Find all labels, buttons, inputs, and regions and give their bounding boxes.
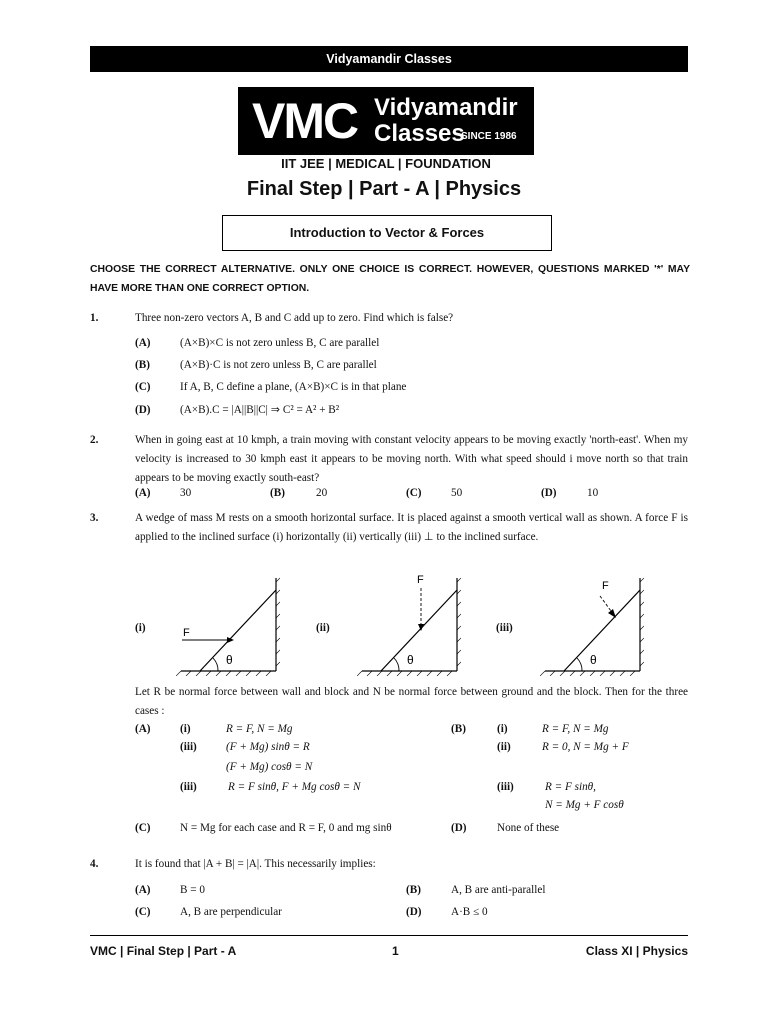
option-text: None of these <box>497 822 560 834</box>
force-label: F <box>183 627 190 639</box>
option-text: 30 <box>180 487 192 499</box>
option-text: R = F, N = Mg <box>542 723 609 735</box>
option-text: 20 <box>316 487 328 499</box>
option-text: (A×B)×C is not zero unless B, C are parallel <box>180 337 380 349</box>
footer-left: VMC | Final Step | Part - A <box>90 944 237 958</box>
option-label: (D) <box>451 822 467 834</box>
option-label: (C) <box>135 906 151 918</box>
vmc-logo <box>238 87 534 155</box>
option-label: (C) <box>135 381 151 393</box>
angle-label: θ <box>590 653 597 667</box>
question-number: 2. <box>90 434 99 446</box>
page-number: 1 <box>392 944 399 958</box>
option-text: 50 <box>451 487 463 499</box>
wedge-figure-vertical <box>357 572 461 676</box>
option-label: (B) <box>270 487 285 499</box>
option-text: R = 0, N = Mg + F <box>542 741 629 753</box>
option-label: (B) <box>451 723 466 735</box>
header-bar: Vidyamandir Classes <box>90 46 688 72</box>
figure-label: (ii) <box>316 622 330 634</box>
option-label: (D) <box>541 487 557 499</box>
instructions: CHOOSE THE CORRECT ALTERNATIVE. ONLY ONE CHOICE IS CORRECT. HOWEVER, QUESTIONS MARKED '*' MAY HAVE MORE THAN ONE CORRECT OPTION. <box>90 264 690 294</box>
question-text-continued: Let R be normal force between wall and block and N be normal force between ground and the block. Then for the three cases : <box>135 686 688 717</box>
case-label: (iii) <box>180 741 197 753</box>
option-label: (B) <box>135 359 150 371</box>
wedge-figure-horizontal <box>176 572 280 676</box>
option-label: (A) <box>135 723 151 735</box>
case-label: (iii) <box>497 781 514 793</box>
option-text: R = F sinθ, <box>545 781 596 793</box>
footer-divider <box>90 935 688 936</box>
question-number: 1. <box>90 312 99 324</box>
tagline: IIT JEE | MEDICAL | FOUNDATION <box>281 156 491 171</box>
chapter-box: Introduction to Vector & Forces <box>222 215 552 251</box>
case-label: (ii) <box>497 741 511 753</box>
option-label: (A) <box>135 487 151 499</box>
question-text: A wedge of mass M rests on a smooth horizontal surface. It is placed against a smooth vertical wall as shown. A force F is applied to the inclined surface (i) horizontally (ii) vertically (iii) ⊥ to the inclined surface. <box>135 512 688 543</box>
option-text: N = Mg for each case and R = F, 0 and mg sinθ <box>180 822 392 834</box>
option-label: (C) <box>406 487 422 499</box>
logo-since: SINCE 1986 <box>461 131 517 142</box>
question-number: 4. <box>90 858 99 870</box>
option-text: N = Mg + F cosθ <box>545 799 624 811</box>
option-text: (A×B).C = |A||B||C| ⇒ C² = A² + B² <box>180 404 340 416</box>
angle-label: θ <box>407 653 414 667</box>
footer-right: Class XI | Physics <box>585 944 688 958</box>
option-label: (B) <box>406 884 421 896</box>
option-text: 10 <box>587 487 599 499</box>
angle-label: θ <box>226 653 233 667</box>
question-text: It is found that |A + B| = |A|. This necessarily implies: <box>135 858 376 870</box>
option-text: R = F, N = Mg <box>226 723 293 735</box>
option-text: A, B are perpendicular <box>180 906 282 918</box>
option-text: B = 0 <box>180 884 205 896</box>
option-label: (C) <box>135 822 151 834</box>
option-text: (A×B)·C is not zero unless B, C are parallel <box>180 359 377 371</box>
question-text: When in going east at 10 kmph, a train moving with constant velocity appears to be moving exactly 'north-east'. When my velocity is increased to 30 kmph east it appears to be moving north. With what speed should i move north so that train appears to be moving exactly south-east? <box>135 434 688 484</box>
force-label: F <box>417 574 424 586</box>
force-label: F <box>602 580 609 592</box>
logo-name-line2: Classes <box>374 120 465 147</box>
question-text: Three non-zero vectors A, B and C add up to zero. Find which is false? <box>135 312 454 324</box>
wedge-figure-perpendicular <box>540 572 644 676</box>
case-label: (iii) <box>180 781 197 793</box>
figure-label: (i) <box>135 622 146 634</box>
question-number: 3. <box>90 512 99 524</box>
figure-label: (iii) <box>496 622 513 634</box>
option-label: (D) <box>135 404 151 416</box>
option-label: (A) <box>135 884 151 896</box>
option-text: (F + Mg) sinθ = R <box>226 741 310 753</box>
logo-name-line1: Vidyamandir <box>374 94 518 121</box>
logo-abbr: VMC <box>252 93 358 149</box>
option-text: R = F sinθ, F + Mg cosθ = N <box>228 781 361 793</box>
option-label: (D) <box>406 906 422 918</box>
case-label: (i) <box>497 723 508 735</box>
page-title: Final Step | Part - A | Physics <box>246 178 522 200</box>
option-text: A, B are anti-parallel <box>451 884 546 896</box>
option-text: A·B ≤ 0 <box>451 906 488 918</box>
option-label: (A) <box>135 337 151 349</box>
option-text: If A, B, C define a plane, (A×B)×C is in that plane <box>180 381 407 393</box>
case-label: (i) <box>180 723 191 735</box>
option-text: (F + Mg) cosθ = N <box>226 761 313 773</box>
